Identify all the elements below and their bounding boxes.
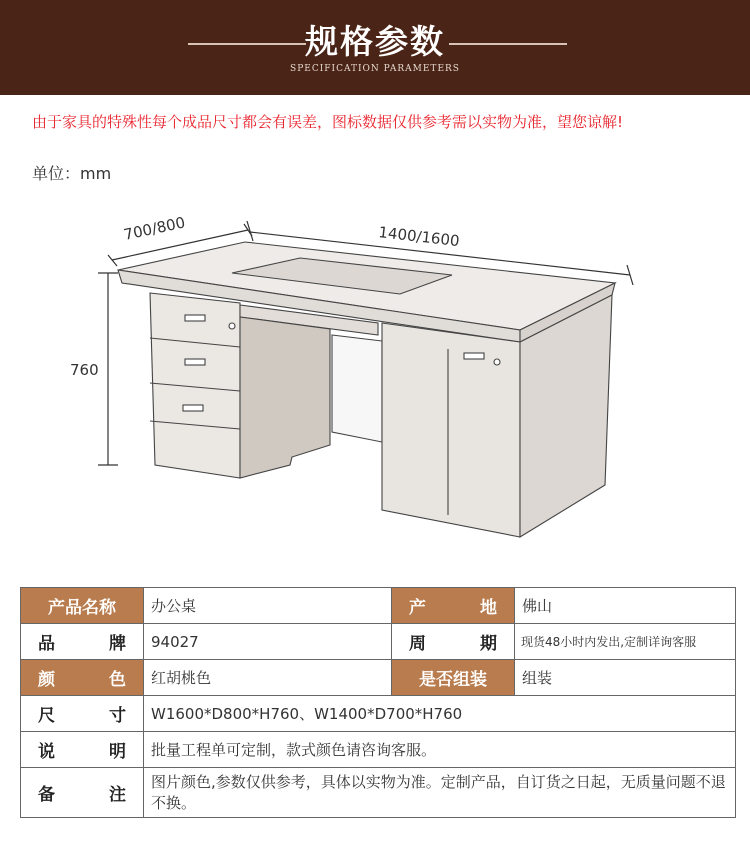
color-label-char1: 颜 (38, 670, 55, 690)
size-label-char1: 尺 (38, 706, 55, 726)
description-label-char1: 说 (38, 742, 55, 762)
color-label-char2: 色 (109, 670, 126, 690)
remarks-label (21, 768, 144, 818)
width-dimension: 1400/1600 (377, 223, 461, 251)
desk-illustration (118, 242, 615, 537)
table-row (21, 660, 736, 696)
description-value: 批量工程单可定制，款式颜色请咨询客服。 (144, 732, 736, 768)
height-dimension: 760 (70, 361, 99, 379)
table-row (21, 696, 736, 732)
lead-time-label-char1: 周 (409, 634, 426, 654)
product-name-label: 产品名称 (21, 588, 144, 624)
description-label-char2: 明 (109, 742, 126, 762)
brand-value: 94027 (144, 624, 392, 660)
assembly-value: 组装 (515, 660, 736, 696)
description-label (21, 732, 144, 768)
assembly-label: 是否组装 (392, 660, 515, 696)
spec-table (20, 587, 736, 818)
product-name-value: 办公桌 (144, 588, 392, 624)
page-subtitle: SPECIFICATION PARAMETERS (290, 64, 460, 74)
lead-time-value: 现货48小时内发出,定制详询客服 (515, 624, 736, 660)
table-row (21, 624, 736, 660)
brand-label-char1: 品 (38, 634, 55, 654)
remarks-value: 图片颜色,参数仅供参考，具体以实物为准。定制产品，自订货之日起，无质量问题不退不换。 (144, 768, 736, 818)
desk-dimension-drawing (0, 195, 750, 560)
table-row (21, 588, 736, 624)
lead-time-label-char2: 期 (480, 634, 497, 654)
remarks-label-char2: 注 (109, 785, 126, 805)
brand-label-char2: 牌 (109, 634, 126, 654)
origin-label-char2: 地 (480, 598, 497, 618)
disclaimer-notice: 由于家具的特殊性每个成品尺寸都会有误差，图标数据仅供参考需以实物为准，望您谅解! (32, 113, 624, 131)
origin-label (392, 588, 515, 624)
header-banner (0, 0, 750, 95)
origin-value: 佛山 (515, 588, 736, 624)
remarks-label-char1: 备 (38, 785, 55, 805)
brand-label (21, 624, 144, 660)
depth-dimension: 700/800 (122, 213, 187, 244)
table-row (21, 732, 736, 768)
page-title: 规格参数 (305, 22, 445, 61)
origin-label-char1: 产 (409, 598, 426, 618)
lead-time-label (392, 624, 515, 660)
size-label (21, 696, 144, 732)
table-row (21, 768, 736, 818)
color-value: 红胡桃色 (144, 660, 392, 696)
unit-label: 单位：mm (32, 164, 112, 183)
size-value: W1600*D800*H760、W1400*D700*H760 (144, 696, 736, 732)
size-label-char2: 寸 (109, 706, 126, 726)
color-label (21, 660, 144, 696)
